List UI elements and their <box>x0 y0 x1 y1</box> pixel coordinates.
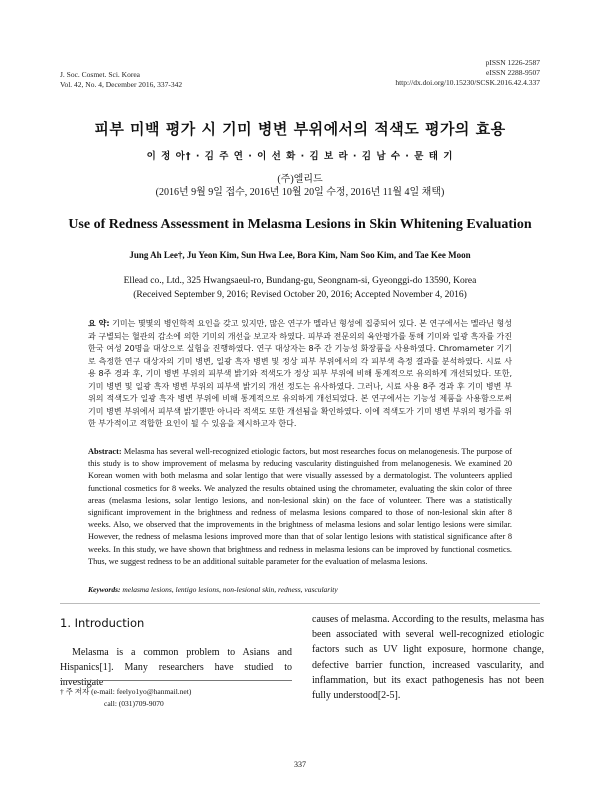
english-affiliation: Ellead co., Ltd., 325 Hwangsaeul-ro, Bundang-gu, Seongnam-si, Gyeonggi-do 13590, Korea <box>123 276 477 286</box>
intro-left-column: Melasma is a common problem to Asians and Hispanics[1]. Many researchers have studied to investigate <box>60 647 292 688</box>
intro-right-column: causes of melasma. According to the results, melasma has been associated with several well-recognized etiologic factors such as UV light exposure, hormone change, defective barrier function, increased vascularity, and inflammation, but its exact pathogenesis has not been fully understood[2-5]. <box>312 614 544 702</box>
english-abstract-label: Abstract: <box>88 447 122 456</box>
issn-header <box>395 58 540 88</box>
page-number: 337 <box>294 760 306 769</box>
english-title: Use of Redness Assessment in Melasma Lesions in Skin Whitening Evaluation <box>68 217 532 232</box>
korean-title: 피부 미백 평가 시 기미 병변 부위에서의 적색도 평가의 효용 <box>94 120 506 138</box>
korean-dates: (2016년 9월 9일 접수, 2016년 10월 20일 수정, 2016년 11월 4일 채택) <box>155 187 445 198</box>
journal-name: J. Soc. Cosmet. Sci. Korea <box>60 70 140 79</box>
keywords-text: melasma lesions, lentigo lesions, non-lesional skin, redness, vascularity <box>122 585 338 594</box>
eissn: eISSN 2288-9507 <box>486 68 540 77</box>
journal-header <box>60 70 182 90</box>
english-abstract <box>88 446 512 568</box>
korean-abstract-label: 요 약: <box>88 319 110 328</box>
journal-volume: Vol. 42, No. 4, December 2016, 337-342 <box>60 80 183 89</box>
keywords <box>88 585 512 594</box>
english-authors: Jung Ah Lee†, Ju Yeon Kim, Sun Hwa Lee, Bora Kim, Nam Soo Kim, and Tae Kee Moon <box>129 250 471 260</box>
doi-link[interactable]: http://dx.doi.org/10.15230/SCSK.2016.42.4.337 <box>395 78 540 87</box>
english-abstract-text: Melasma has several well-recognized etiologic factors, but most researches focus on melanogenesis. The purpose of this study is to show improvement of melasma by reducing vascularity distinguished from melanogenesis. We examined 20 Korean women with both melasma and solar lentigo that were visually assessed by a dermatologist. The volunteers applied functional cosmetics for 8 weeks. We analyzed the results obtained using the chromameter, evaluating the skin color of three areas (melasma lesions, solar lentigo lesions, and non-lesional skin) on the face of volunteer. There was a statistically significant improvement in the brightness and redness of melasma lesions compared to those of non-lesional skin after 8 weeks. Also, we observed that the improvements in the brightness of melasma lesions and solar lentigo lesions were similar. However, the redness of melasma lesions improved more than that of solar lentigo lesions with statistical significance after 8 weeks. In this study, we have shown that brightness and redness in melasma lesions can be improved by functional cosmetics. Thus, we suggest redness to be an additional suitable parameter for the evaluation of melasma lesions. <box>88 447 512 566</box>
footnote-call: call: (031)709-9070 <box>104 699 164 708</box>
footnote <box>60 686 191 710</box>
english-dates: (Received September 9, 2016; Revised October 20, 2016; Accepted November 4, 2016) <box>133 290 467 300</box>
korean-abstract-text: 기미는 몇몇의 병인학적 요인을 갖고 있지만, 많은 연구가 멜라닌 형성에 집중되어 있다. 본 연구에서는 멜라닌 형성과 구별되는 혈관의 감소에 의한 기미의 개선을 보고자 하였다. 피부과 전문의의 육안평가를 통해 기미와 일광 흑자를 가진 한국 여성 20명을 대상으로 실험을 진행하였다. 연구 대상자는 8주 간 기능성 화장품을 사용하였다. Chromameter 기기로 측정한 연구 대상자의 기미 병변, 일광 흑자 병변 및 정상 피부 부위에서의 각 피부색 측정 결과를 분석하였다. 시료 사용 8주 경과 후, 기미 병변 부위의 피부색 밝기와 적색도가 정상 피부 부위에 비해 통계적으로 유의하게 개선되었다. 또한, 기미 병변 및 일광 흑자 병변 부위의 피부색 밝기의 개선 정도는 유사하였다. 그러나, 시료 사용 8주 경과 후 기미 병변 부위의 적색도가 일광 흑자 병변 부위에 비해 통계적으로 유의하게 개선되었다. 본 연구에서는 기능성 제품을 사용함으로써 기미 병변 부위에서 피부색 밝기뿐만 아니라 적색도 또한 개선됨을 확인하였다. 이에 적색도가 기미 병변 부위의 평가를 위한 부가적이고 적합한 요인이 될 수 있음을 제시하고자 한다. <box>88 319 512 428</box>
footnote-email: † 주 저자 (e-mail: feelyo1yo@hanmail.net) <box>60 687 192 696</box>
pissn: pISSN 1226-2587 <box>485 58 540 67</box>
korean-abstract <box>88 318 512 431</box>
keywords-label: Keywords: <box>88 585 121 594</box>
korean-affiliation: (주)엘리드 <box>277 174 323 185</box>
footnote-rule <box>60 680 292 681</box>
section-title-introduction: 1. Introduction <box>60 616 145 630</box>
section-divider <box>60 603 540 604</box>
korean-authors: 이 정 아† · 김 주 연 · 이 선 화 · 김 보 라 · 김 남 수 · 문 태 기 <box>146 151 454 162</box>
